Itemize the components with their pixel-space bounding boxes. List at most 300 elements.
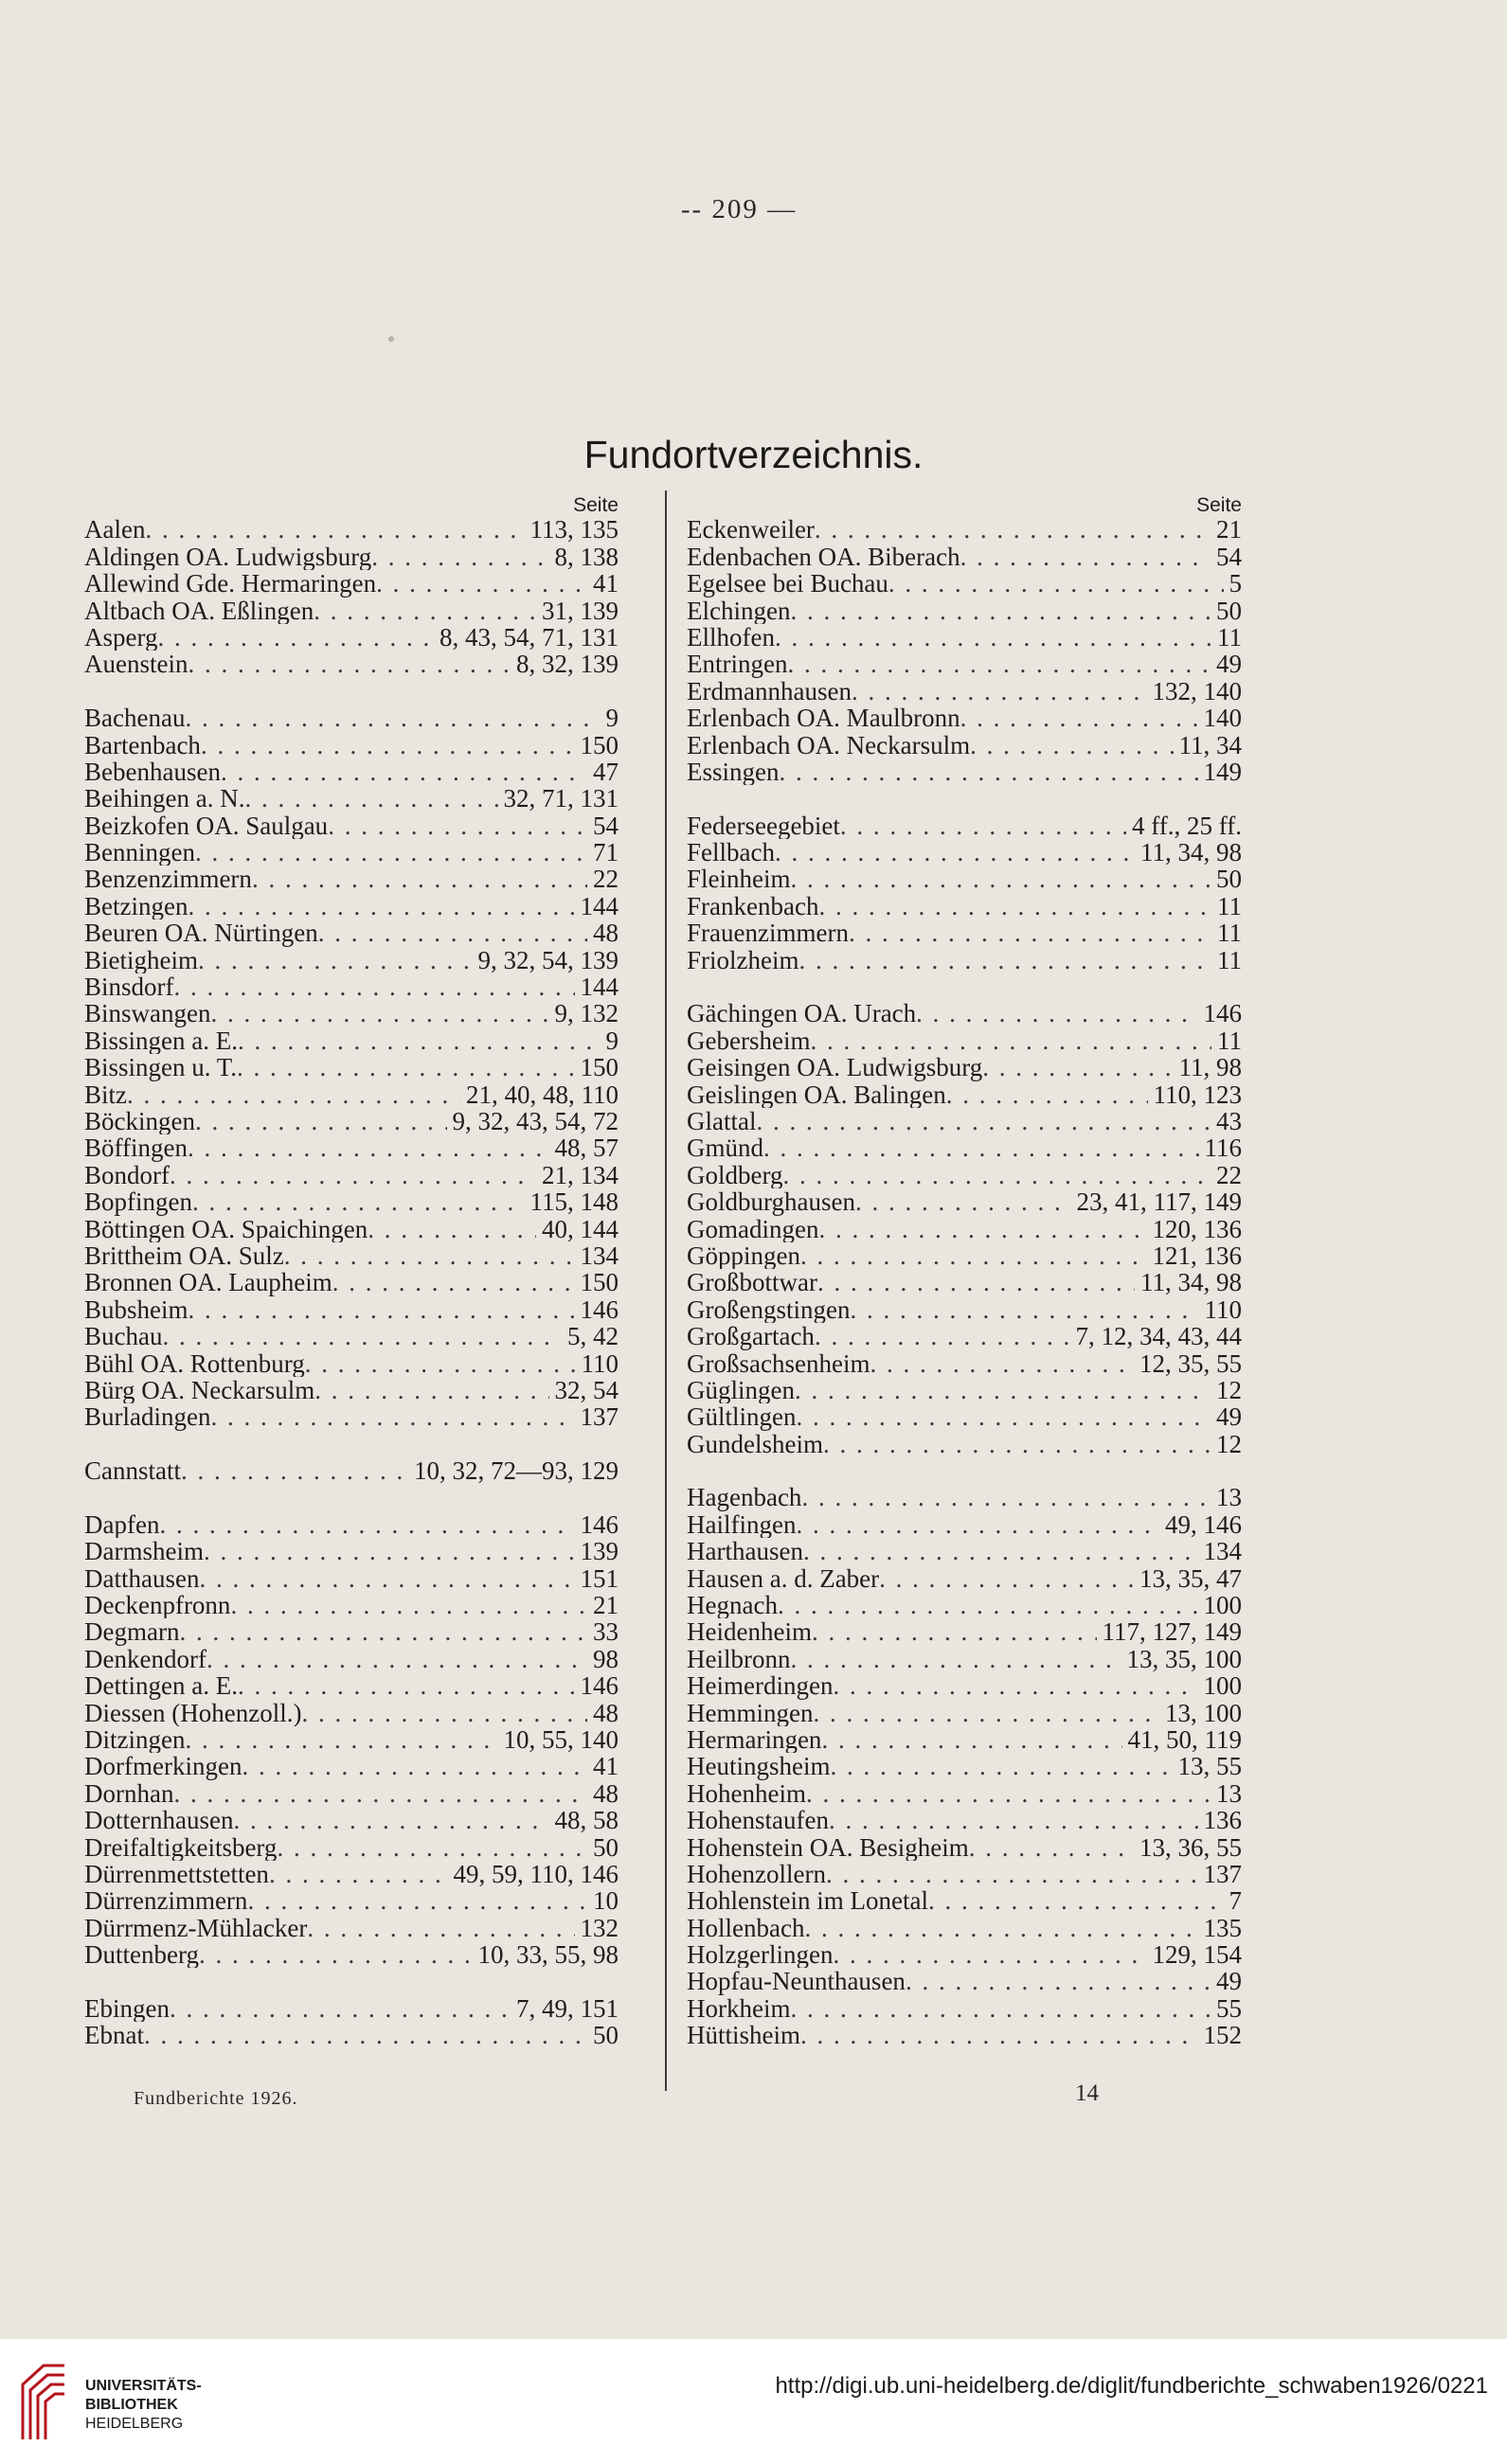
index-entry [687, 516, 1242, 543]
index-entry [84, 598, 619, 624]
entry-page-refs: 13 [1216, 1779, 1242, 1808]
index-entry [687, 1726, 1242, 1753]
index-entry [687, 1431, 1242, 1457]
index-entry [687, 1269, 1242, 1295]
dot-leader [230, 1592, 587, 1618]
entry-page-refs: 134 [1203, 1538, 1242, 1565]
index-entry [84, 1753, 619, 1779]
entry-page-refs: 41 [593, 1753, 619, 1780]
dot-leader [284, 1242, 575, 1269]
entry-place-name: Beizkofen OA. Saulgau [84, 812, 329, 840]
dot-leader [821, 1726, 1121, 1753]
library-name-line2: BIBLIOTHEK [85, 2397, 178, 2413]
index-entry [84, 1672, 619, 1699]
library-name-line3: HEIDELBERG [85, 2416, 184, 2432]
entry-page-refs: 110, 123 [1153, 1080, 1242, 1108]
dot-leader [787, 651, 1211, 677]
dot-leader [159, 1511, 574, 1538]
column-divider [665, 491, 667, 2091]
entry-page-refs: 48 [593, 920, 619, 947]
entry-page-refs: 71 [593, 839, 619, 866]
dot-leader [840, 812, 1126, 839]
entry-page-refs: 49 [1216, 651, 1242, 678]
entry-place-name: Hohenzollern [687, 1860, 826, 1888]
seite-header-right: Seite [1196, 494, 1242, 516]
entry-page-refs: 129, 154 [1152, 1941, 1242, 1969]
entry-page-refs: 100 [1203, 1672, 1242, 1700]
entry-page-refs: 13, 35, 100 [1126, 1645, 1242, 1673]
entry-page-refs: 22 [1216, 1161, 1242, 1189]
section-gap [84, 1431, 619, 1457]
dot-leader [237, 1054, 574, 1080]
index-entry [84, 1377, 619, 1403]
entry-place-name: Dapfen [84, 1510, 160, 1539]
entry-place-name: Benningen [84, 839, 195, 866]
entry-place-name: Dorfmerkingen [84, 1753, 242, 1780]
dot-leader [803, 1538, 1198, 1564]
index-entry [687, 920, 1242, 946]
entry-page-refs: 110 [581, 1349, 619, 1377]
entry-place-name: Duttenberg [84, 1941, 199, 1969]
dot-leader [318, 920, 587, 946]
entry-page-refs: 47 [593, 758, 619, 786]
index-entry [687, 1296, 1242, 1323]
entry-place-name: Hüttisheim [687, 2022, 800, 2049]
dot-leader [852, 678, 1147, 705]
entry-page-refs: 13, 100 [1165, 1699, 1242, 1726]
index-entry [687, 1484, 1242, 1510]
index-entry [687, 2022, 1242, 2048]
entry-place-name: Geislingen OA. Balingen [687, 1080, 946, 1108]
entry-page-refs: 120, 136 [1152, 1215, 1242, 1242]
entry-page-refs: 10, 55, 140 [503, 1725, 619, 1754]
dot-leader [780, 759, 1198, 785]
dot-leader [879, 1565, 1134, 1592]
index-entry [687, 1753, 1242, 1779]
index-entry [687, 1672, 1242, 1699]
entry-place-name: Degmarn [84, 1618, 180, 1646]
entry-page-refs: 49 [1216, 1403, 1242, 1431]
index-entry [687, 1162, 1242, 1188]
entry-place-name: Erdmannhausen [687, 677, 852, 705]
index-entry [687, 1915, 1242, 1941]
dot-leader [376, 570, 587, 597]
entry-place-name: Bachenau [84, 705, 186, 732]
entry-page-refs: 13 [1216, 1484, 1242, 1511]
entry-place-name: Großbottwar [687, 1269, 817, 1296]
library-logo-icon [15, 2356, 72, 2443]
entry-page-refs: 48 [593, 1779, 619, 1808]
entry-place-name: Bronnen OA. Laupheim [84, 1269, 332, 1296]
index-entry [687, 1968, 1242, 1994]
sheet-number: 14 [1075, 2080, 1099, 2106]
entry-place-name: Hohlenstein im Lonetal [687, 1887, 928, 1915]
entry-page-refs: 41 [593, 570, 619, 598]
entry-place-name: Fleinheim [687, 866, 791, 893]
entry-place-name: Ebingen [84, 1994, 170, 2023]
entry-page-refs: 11 [1217, 1027, 1242, 1055]
index-entry [84, 1323, 619, 1349]
index-entry [687, 732, 1242, 759]
index-entry [687, 1780, 1242, 1807]
entry-place-name: Hagenbach [687, 1484, 802, 1511]
entry-page-refs: 12 [1216, 1430, 1242, 1458]
index-entry [84, 1565, 619, 1592]
entry-page-refs: 8, 138 [554, 543, 619, 571]
entry-place-name: Bebenhausen [84, 758, 221, 786]
entry-page-refs: 113, 135 [529, 516, 619, 544]
entry-place-name: Edenbachen OA. Biberach [687, 543, 960, 571]
dot-leader [188, 1296, 575, 1323]
entry-place-name: Auenstein [84, 651, 188, 678]
entry-page-refs: 152 [1203, 2022, 1242, 2049]
entry-page-refs: 98 [593, 1645, 619, 1673]
dot-leader [790, 598, 1211, 624]
entry-place-name: Hohenstein OA. Besigheim [687, 1833, 969, 1861]
index-entry [84, 732, 619, 759]
entry-page-refs: 33 [593, 1618, 619, 1646]
entry-page-refs: 48, 57 [554, 1134, 619, 1162]
entry-place-name: Beihingen a. N. [84, 785, 245, 812]
index-entry [84, 920, 619, 946]
dot-leader [797, 1403, 1211, 1430]
index-entry [84, 866, 619, 892]
index-entry [84, 1296, 619, 1323]
dot-leader [173, 1780, 587, 1807]
entry-page-refs: 8, 43, 54, 71, 131 [440, 623, 619, 652]
footer-journal: Fundberichte 1926. [134, 2088, 298, 2109]
entry-page-refs: 4 ff., 25 ff. [1132, 812, 1242, 840]
dot-leader [818, 1216, 1146, 1242]
dot-leader [756, 1108, 1211, 1134]
entry-page-refs: 21, 134 [542, 1161, 619, 1189]
dot-leader [804, 1915, 1197, 1941]
dot-leader [307, 1915, 574, 1941]
dot-leader [795, 1377, 1211, 1403]
dot-leader [833, 1672, 1197, 1699]
dot-leader [332, 1269, 575, 1295]
index-entry [687, 1565, 1242, 1592]
entry-place-name: Darmsheim [84, 1538, 204, 1565]
entry-place-name: Gültlingen [687, 1403, 797, 1431]
entry-page-refs: 7, 49, 151 [516, 1994, 619, 2023]
entry-page-refs: 146 [1203, 1000, 1242, 1027]
dot-leader [969, 1834, 1134, 1861]
entry-place-name: Bartenbach [84, 731, 201, 759]
index-entry [687, 1216, 1242, 1242]
entry-page-refs: 7, 12, 34, 43, 44 [1075, 1323, 1242, 1350]
entry-page-refs: 146 [580, 1672, 619, 1700]
entry-place-name: Binswangen [84, 1000, 211, 1027]
index-entry [687, 1511, 1242, 1538]
entry-page-refs: 139 [580, 1538, 619, 1565]
section-gap [84, 1484, 619, 1510]
entry-page-refs: 49 [1216, 1968, 1242, 1995]
index-entry [84, 1780, 619, 1807]
dot-leader [368, 1216, 536, 1242]
dot-leader [127, 1081, 460, 1108]
digitization-bar [0, 2339, 1507, 2464]
entry-page-refs: 146 [580, 1295, 619, 1324]
dot-leader [815, 1323, 1070, 1349]
dot-leader [204, 1538, 575, 1564]
index-entry [84, 2022, 619, 2048]
entry-place-name: Horkheim [687, 1994, 791, 2023]
index-entry [687, 1646, 1242, 1672]
entry-page-refs: 13, 55 [1177, 1753, 1242, 1780]
entry-place-name: Entringen [687, 651, 788, 678]
entry-page-refs: 9, 132 [554, 1000, 619, 1027]
entry-place-name: Göppingen [687, 1241, 800, 1270]
dot-leader [818, 893, 1211, 920]
section-gap [84, 678, 619, 705]
index-entry [84, 705, 619, 731]
index-entry [687, 759, 1242, 785]
dot-leader [185, 705, 600, 731]
entry-page-refs: 31, 139 [542, 597, 619, 624]
index-entry [84, 1941, 619, 1968]
index-entry [84, 1592, 619, 1618]
index-entry [84, 893, 619, 920]
dot-leader [800, 2022, 1198, 2048]
index-entry [687, 1242, 1242, 1269]
entry-place-name: Hohenstaufen [687, 1807, 829, 1834]
index-entry [84, 1807, 619, 1833]
dot-leader [810, 1027, 1211, 1054]
entry-place-name: Frauenzimmern [687, 920, 849, 947]
dot-leader [195, 1108, 447, 1134]
entry-place-name: Betzingen [84, 892, 188, 920]
dot-leader [775, 839, 1135, 866]
entry-place-name: Egelsee bei Buchau [687, 570, 888, 598]
paper-speck [388, 336, 394, 342]
entry-page-refs: 11, 34, 98 [1140, 839, 1242, 866]
entry-page-refs: 10 [593, 1887, 619, 1915]
entry-place-name: Hollenbach [687, 1914, 805, 1942]
dot-leader [817, 1269, 1135, 1295]
entry-page-refs: 21, 40, 48, 110 [466, 1080, 619, 1108]
entry-place-name: Altbach OA. Eßlingen [84, 597, 314, 624]
dot-leader [790, 1995, 1211, 2022]
entry-page-refs: 11 [1217, 946, 1242, 974]
entry-page-refs: 11, 98 [1178, 1054, 1242, 1081]
index-entry [84, 1403, 619, 1430]
index-entry [687, 1134, 1242, 1161]
index-entry [687, 947, 1242, 973]
dot-leader [192, 1188, 525, 1215]
entry-place-name: Heilbronn [687, 1645, 791, 1673]
entry-place-name: Aldingen OA. Ludwigsburg [84, 543, 372, 571]
entry-page-refs: 134 [580, 1241, 619, 1270]
entry-place-name: Dreifaltigkeitsberg [84, 1833, 278, 1861]
entry-page-refs: 23, 41, 117, 149 [1076, 1188, 1242, 1216]
index-entry [84, 651, 619, 677]
dot-leader [830, 1753, 1172, 1779]
dot-leader [188, 893, 574, 920]
entry-page-refs: 54 [1216, 543, 1242, 571]
index-entry [687, 705, 1242, 731]
dot-leader [778, 1592, 1198, 1618]
dot-leader [210, 1000, 548, 1027]
dot-leader [783, 1162, 1211, 1188]
entry-page-refs: 146 [580, 1510, 619, 1539]
dot-leader [850, 1296, 1198, 1323]
entry-place-name: Hailfingen [687, 1510, 797, 1539]
dot-leader [269, 1861, 448, 1887]
entry-place-name: Dürrenmettstetten [84, 1860, 269, 1888]
index-entry [687, 1592, 1242, 1618]
dot-leader [855, 1188, 1071, 1215]
dot-leader [960, 705, 1198, 731]
index-entry [84, 1457, 619, 1484]
entry-place-name: Friolzheim [687, 946, 799, 974]
entry-place-name: Dürrenzimmern [84, 1887, 248, 1915]
index-entry [687, 678, 1242, 705]
dot-leader [188, 651, 511, 677]
index-entry [687, 1807, 1242, 1833]
source-url-link[interactable]: http://digi.ub.uni-heidelberg.de/diglit/fundberichte_schwaben1926/0221 [775, 2373, 1488, 2399]
entry-place-name: Elchingen [687, 597, 791, 624]
dot-leader [158, 624, 435, 651]
entry-place-name: Bubsheim [84, 1295, 188, 1324]
entry-place-name: Hopfau-Neunthausen [687, 1968, 906, 1995]
entry-place-name: Bissingen a. E. [84, 1027, 238, 1055]
entry-place-name: Frankenbach [687, 892, 819, 920]
index-entry [84, 1054, 619, 1080]
index-entry [687, 570, 1242, 597]
index-entry [84, 1995, 619, 2022]
dot-leader [144, 2022, 587, 2048]
dot-leader [174, 973, 575, 1000]
entry-place-name: Dettingen a. E. [84, 1672, 238, 1700]
dot-leader [946, 1081, 1148, 1108]
entry-page-refs: 135 [1203, 1914, 1242, 1942]
entry-place-name: Güglingen [687, 1376, 795, 1404]
entry-place-name: Hemmingen [687, 1699, 814, 1726]
entry-page-refs: 11 [1217, 920, 1242, 947]
index-entry [84, 1511, 619, 1538]
page-number: -- 209 — [680, 194, 798, 224]
index-entry [84, 544, 619, 570]
index-entry [687, 1700, 1242, 1726]
entry-place-name: Allewind Gde. Hermaringen [84, 570, 377, 598]
index-entry [84, 624, 619, 651]
section-gap [687, 973, 1242, 1000]
dot-leader [928, 1887, 1224, 1914]
dot-leader [801, 1484, 1211, 1510]
entry-place-name: Bürg OA. Neckarsulm [84, 1376, 315, 1404]
entry-page-refs: 50 [593, 2022, 619, 2049]
entry-page-refs: 11, 34 [1178, 731, 1242, 759]
entry-page-refs: 50 [1216, 597, 1242, 624]
entry-page-refs: 32, 54 [554, 1376, 619, 1404]
index-entry [687, 866, 1242, 892]
index-entry [687, 598, 1242, 624]
index-entry [687, 544, 1242, 570]
entry-place-name: Gomadingen [687, 1215, 819, 1242]
entry-page-refs: 9, 32, 54, 139 [477, 946, 619, 974]
dot-leader [823, 1431, 1211, 1457]
index-entry [84, 1242, 619, 1269]
seite-header-left: Seite [573, 494, 619, 516]
index-entry [84, 1700, 619, 1726]
index-entry [687, 1108, 1242, 1134]
dot-leader [314, 598, 536, 624]
entry-place-name: Brittheim OA. Sulz [84, 1241, 284, 1270]
index-entry [687, 1618, 1242, 1645]
dot-leader [238, 1027, 601, 1054]
entry-place-name: Bopfingen [84, 1188, 192, 1216]
entry-place-name: Bissingen u. T. [84, 1054, 238, 1081]
index-entry [84, 570, 619, 597]
section-gap [84, 1968, 619, 1994]
index-entry [687, 1887, 1242, 1914]
index-entry [687, 1538, 1242, 1564]
dot-leader [188, 1134, 549, 1161]
entry-place-name: Hegnach [687, 1592, 778, 1619]
dot-leader [812, 1618, 1097, 1645]
dot-leader [849, 920, 1211, 946]
entry-page-refs: 150 [580, 1269, 619, 1296]
entry-place-name: Eckenweiler [687, 516, 815, 544]
index-entry [84, 1726, 619, 1753]
index-entry [687, 624, 1242, 651]
entry-place-name: Heutingsheim [687, 1753, 831, 1780]
index-entry [687, 812, 1242, 839]
dot-leader [210, 1403, 574, 1430]
entry-page-refs: 140 [1203, 705, 1242, 732]
entry-page-refs: 150 [580, 731, 619, 759]
entry-place-name: Heidenheim [687, 1618, 812, 1646]
entry-place-name: Essingen [687, 758, 780, 786]
entry-page-refs: 132 [580, 1914, 619, 1942]
entry-place-name: Burladingen [84, 1403, 211, 1431]
entry-list-right [687, 516, 1242, 2048]
entry-list-left [84, 516, 619, 2048]
dot-leader [199, 1565, 574, 1592]
index-entry [687, 1027, 1242, 1054]
entry-page-refs: 32, 71, 131 [503, 785, 619, 812]
dot-leader [815, 516, 1211, 543]
section-gap [687, 1457, 1242, 1484]
entry-page-refs: 43 [1216, 1107, 1242, 1135]
index-entry [687, 1323, 1242, 1349]
entry-page-refs: 48, 58 [554, 1807, 619, 1834]
entry-place-name: Böttingen OA. Spaichingen [84, 1215, 368, 1242]
index-entry [687, 1188, 1242, 1215]
index-column-left [84, 490, 619, 2049]
entry-place-name: Geisingen OA. Ludwigsburg [687, 1054, 983, 1081]
index-entry [687, 1861, 1242, 1887]
dot-leader [301, 1700, 587, 1726]
dot-leader [244, 785, 497, 812]
entry-place-name: Dornhan [84, 1779, 174, 1808]
entry-place-name: Gmünd [687, 1134, 763, 1162]
entry-place-name: Bondorf [84, 1161, 170, 1189]
entry-page-refs: 137 [580, 1403, 619, 1431]
index-entry [84, 812, 619, 839]
dot-leader [195, 839, 587, 866]
entry-page-refs: 100 [1203, 1592, 1242, 1619]
entry-place-name: Bietigheim [84, 946, 198, 974]
entry-page-refs: 116 [1204, 1134, 1242, 1162]
index-entry [687, 1000, 1242, 1027]
dot-leader [833, 1941, 1146, 1968]
dot-leader [800, 1242, 1147, 1269]
index-entry [84, 1915, 619, 1941]
entry-page-refs: 137 [1203, 1860, 1242, 1888]
entry-place-name: Binsdorf [84, 973, 174, 1001]
